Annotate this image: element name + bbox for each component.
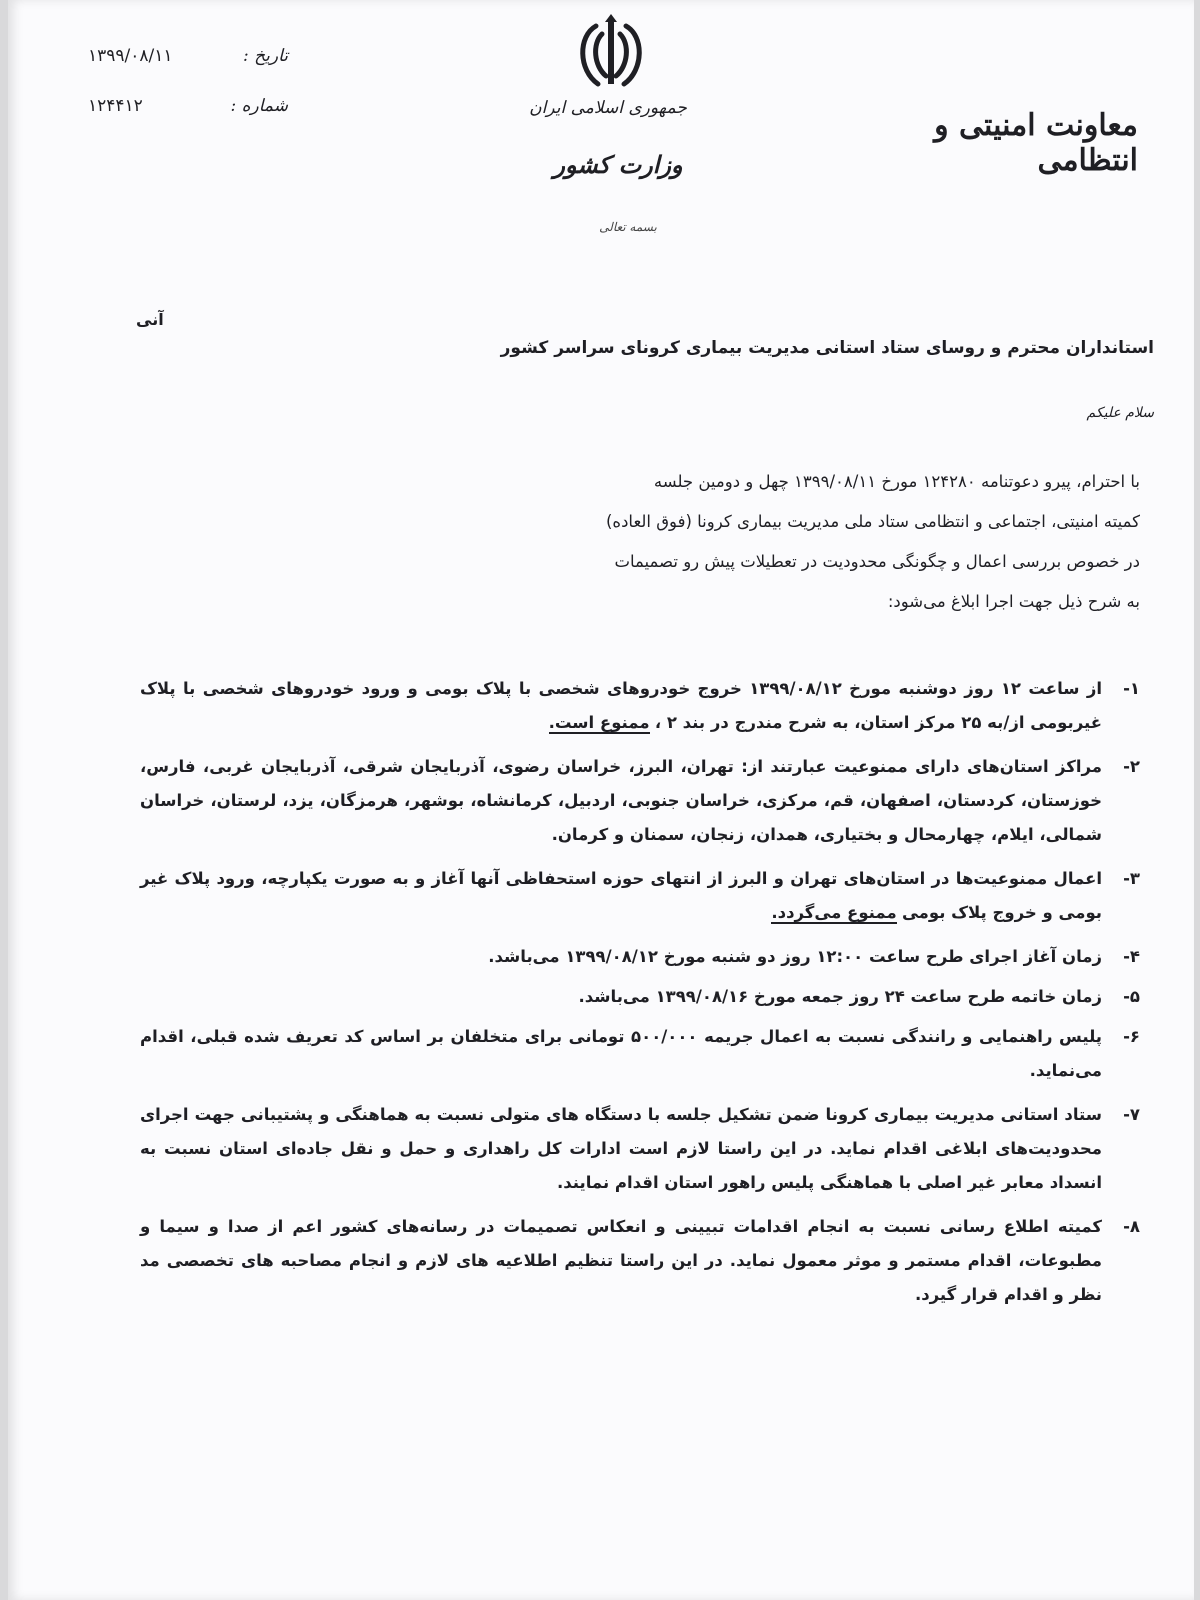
list-item: [140, 672, 1140, 740]
list-item: [140, 750, 1140, 852]
list-item: [140, 862, 1140, 930]
number-value: ۱۲۴۴۱۲: [88, 96, 143, 116]
item-text: پلیس راهنمایی و رانندگی نسبت به اعمال جریمه ۵۰۰/۰۰۰ تومانی برای متخلفان بر اساس کد تعریف شده قبلی، اقدام می‌نماید.: [140, 1027, 1102, 1080]
list-item: [140, 980, 1140, 1014]
number-row: [88, 96, 288, 126]
date-value: ۱۳۹۹/۰۸/۱۱: [88, 46, 173, 66]
item-text: از ساعت ۱۲ روز دوشنبه مورخ ۱۳۹۹/۰۸/۱۲ خروج خودروهای شخصی با پلاک بومی و ورود خودروهای شخصی با پلاک غیربومی از/به ۲۵ مرکز استان، به شرح مندرج در بند ۲ ،: [140, 679, 1103, 732]
intro-paragraph: [140, 462, 1140, 622]
country-name: جمهوری اسلامی ایران: [529, 98, 687, 118]
letter-page: [8, 0, 1194, 1600]
item-number: ۴-: [1123, 947, 1140, 966]
list-item: [140, 940, 1140, 974]
decision-list: [140, 672, 1140, 1312]
intro-line: به شرح ذیل جهت اجرا ابلاغ می‌شود:: [887, 592, 1140, 611]
greeting: سلام علیکم: [1086, 405, 1154, 421]
list-item: [140, 1098, 1140, 1200]
intro-line: کمیته امنیتی، اجتماعی و انتظامی ستاد ملی مدیریت بیماری کرونا (فوق العاده): [605, 512, 1140, 531]
ministry-name: وزارت کشور: [553, 150, 683, 179]
item-emphasis: ممنوع می‌گردد.: [771, 903, 897, 922]
bismillah: بسمه تعالی: [599, 220, 657, 234]
list-item: [140, 1020, 1140, 1088]
item-number: ۸-: [1123, 1217, 1140, 1236]
item-number: ۶-: [1123, 1027, 1140, 1046]
item-emphasis: ممنوع است.: [548, 713, 650, 732]
addressee: استانداران محترم و روسای ستاد استانی مدیریت بیماری کرونای سراسر کشور: [500, 338, 1154, 358]
intro-line: با احترام، پیرو دعوتنامه ۱۲۴۲۸۰ مورخ ۱۳۹۹/۰۸/۱۱ چهل و دومین جلسه: [653, 472, 1140, 491]
item-text: کمیته اطلاع رسانی نسبت به انجام اقدامات تبیینی و انعکاس تصمیمات در رسانه‌های کشور اعم از صدا و سیما و مطبوعات، اقدام مستمر و موثر معمول نماید. در این راستا تنظیم اطلاعیه های لازم و انجام مصاحبه های تخصصی مد نظر و اقدام قرار گیرد.: [140, 1217, 1102, 1304]
item-number: ۳-: [1123, 869, 1140, 888]
intro-line: در خصوص بررسی اعمال و چگونگی محدودیت در تعطیلات پیش رو تصمیمات: [614, 552, 1140, 571]
item-text: زمان خاتمه طرح ساعت ۲۴ روز جمعه مورخ ۱۳۹۹/۰۸/۱۶ می‌باشد.: [578, 987, 1102, 1006]
item-text: اعمال ممنوعیت‌ها در استان‌های تهران و البرز از انتهای حوزه استحفاظی آنها آغاز و به صورت یکپارچه، ورود پلاک غیر بومی و خروج پلاک بومی: [140, 869, 1102, 922]
deputy-title: معاونت امنیتی و انتظامی: [934, 108, 1138, 178]
list-item: [140, 1210, 1140, 1312]
date-label: تاریخ :: [243, 46, 288, 66]
item-text: مراکز استان‌های دارای ممنوعیت عبارتند از: تهران، البرز، خراسان رضوی، آذربایجان شرقی، آذربایجان غربی، فارس، خوزستان، کردستان، اصفهان، قم، مرکزی، خراسان جنوبی، اردبیل، کرمانشاه، بوشهر، هرمزگان، یزد، لرستان، خراسان شمالی، ایلام، چهارمحال و بختیاری، همدان، زنجان، سمنان و کرمان.: [140, 757, 1102, 844]
item-number: ۱-: [1123, 679, 1140, 698]
item-number: ۵-: [1123, 987, 1140, 1006]
iran-emblem-icon: [566, 14, 656, 94]
item-text: ستاد استانی مدیریت بیماری کرونا ضمن تشکیل جلسه با دستگاه های متولی نسبت به هماهنگی و پشتیبانی جهت اجرای محدودیت‌های ابلاغی اقدام نماید. در این راستا لازم است ادارات کل راهداری و حمل و نقل جاده‌ای استان نسبت به انسداد معابر غیر اصلی با هماهنگی پلیس راهور استان اقدام نمایند.: [140, 1105, 1102, 1192]
item-number: ۲-: [1123, 757, 1140, 776]
date-row: [88, 46, 288, 76]
number-label: شماره :: [230, 96, 288, 116]
item-number: ۷-: [1123, 1105, 1140, 1124]
priority-label: آنی: [136, 310, 164, 329]
item-text: زمان آغاز اجرای طرح ساعت ۱۲:۰۰ روز دو شنبه مورخ ۱۳۹۹/۰۸/۱۲ می‌باشد.: [488, 947, 1102, 966]
